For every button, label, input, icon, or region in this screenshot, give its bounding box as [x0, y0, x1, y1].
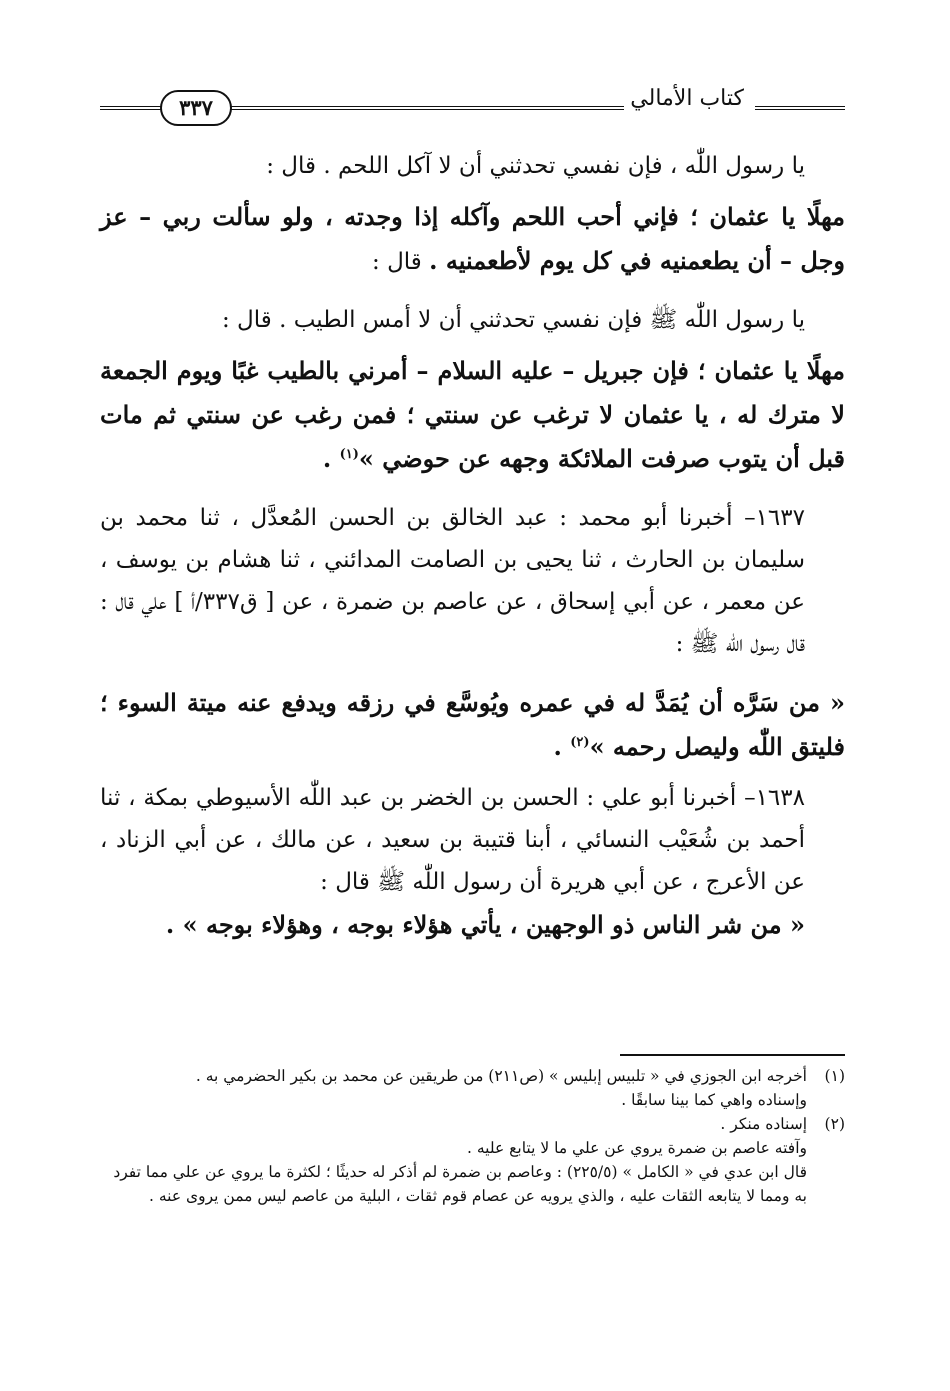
footnote-2-line-2: وآفته عاصم بن ضمرة يروي عن علي ما لا يتابع عليه .: [466, 1139, 807, 1157]
page-header: [100, 88, 845, 138]
footnote-2-number: (٢): [824, 1115, 845, 1133]
paragraph-4: [100, 349, 845, 481]
footnote-1-text: أخرجه ابن الجوزي في « تلبيس إبليس » (ص٢١١) من طريقين عن محمد بن بكير الحضرمي به .: [195, 1067, 807, 1085]
footnote-divider: [620, 1054, 845, 1056]
narration-1637: ١٦٣٧– أخبرنا أبو محمد : عبد الخالق بن الحسن المُعدَّل ، ثنا محمد بن سليمان بن الحارث ، ثنا يحيى بن الصامت المدائني ، ثنا هشام بن يوسف ، عن معمر ، عن أبي إسحاق ، عن عاصم بن ضمرة ، عن [ ق٣٣٧/أ ] علي قال : قال رسول اللّٰه ﷺ :: [100, 505, 805, 657]
footnote-ref-1: (١): [339, 447, 359, 462]
footnote-ref-2: (٢): [570, 735, 590, 750]
narration-1638: ١٦٣٨– أخبرنا أبو علي : الحسن بن الخضر بن عبد اللّٰه الأسيوطي بمكة ، ثنا أحمد بن شُعَيْب النسائي ، أبنا قتيبة بن سعيد ، عن مالك ، عن أبي الزناد ، عن الأعرج ، عن أبي هريرة أن رسول اللّٰه ﷺ قال :: [100, 785, 805, 895]
paragraph-4-tail: .: [322, 444, 340, 473]
footnotes: [105, 1064, 845, 1208]
paragraph-2-tail: قال :: [372, 249, 430, 275]
paragraph-2: [100, 195, 845, 283]
header-rule-left: [100, 106, 162, 110]
page-body: [100, 145, 845, 947]
book-title: كتاب الأمالي: [624, 86, 750, 111]
hadith-1637: [100, 681, 845, 769]
paragraph-1: يا رسول اللّٰه ، فإن نفسي تحدثني أن لا آكل اللحم . قال :: [266, 153, 805, 179]
paragraph-3: يا رسول اللّٰه ﷺ فإن نفسي تحدثني أن لا أمس الطيب . قال :: [222, 307, 805, 333]
footnote-2-line-3: قال ابن عدي في « الكامل » (٢٢٥/٥) : وعاصم بن ضمرة لم أذكر له حديثًا ؛ لكثرة ما يروي عن علي مما تفرد به ومما لا يتابعه الثقات عليه ، والذي يرويه عن عصام قوم ثقات ، البلية من عاصم ليس ممن يروى عنه .: [113, 1163, 807, 1205]
footnote-2-text: إسناده منكر .: [720, 1115, 807, 1133]
hadith-1638: « من شر الناس ذو الوجهين ، يأتي هؤلاء بوجه ، وهؤلاء بوجه » .: [165, 910, 805, 939]
footnote-2: [105, 1112, 845, 1136]
page-number: ٣٣٧: [160, 90, 232, 126]
hadith-text: « من سَرَّه أن يُمَدَّ له في عمره ويُوسَّع في رزقه ويدفع عنه ميتة السوء ؛ فليتق اللّٰه وليصل رحمه »: [100, 688, 845, 761]
hadith-1637-tail: .: [553, 732, 571, 761]
footnote-1-line-2: وإسناده واهي كما بينا سابقًا .: [621, 1091, 807, 1109]
footnote-1-number: (١): [824, 1067, 845, 1085]
hadith-text: مهلًا يا عثمان ؛ فإن جبريل – عليه السلام – أمرني بالطيب غبًا ويوم الجمعة لا مترك له ، يا عثمان لا ترغب عن سنتي ؛ فمن رغب عن سنتي ثم مات قبل أن يتوب صرفت الملائكة وجهه عن حوضي »: [100, 356, 845, 473]
footnote-1: [105, 1064, 845, 1088]
header-rule-right: [755, 106, 845, 110]
hadith-text: مهلًا يا عثمان ؛ فإني أحب اللحم وآكله إذا وجدته ، ولو سألت ربي – عز وجل – أن يطعمنيه في كل يوم لأطعمنيه .: [100, 202, 845, 275]
